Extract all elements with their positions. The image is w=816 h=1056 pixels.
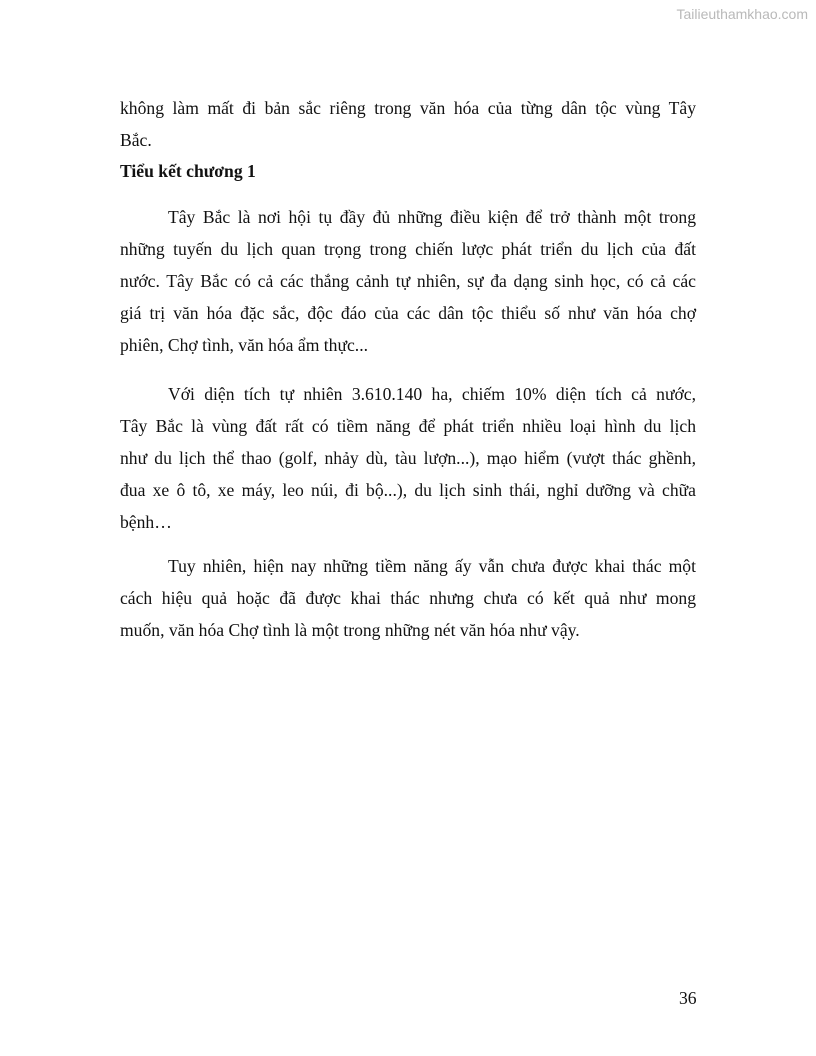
text-line: những tuyến du lịch quan trọng trong chiến lược phát triển du lịch của đất bbox=[120, 239, 696, 259]
text-line: Với diện tích tự nhiên 3.610.140 ha, chiếm 10% diện tích cả nước, bbox=[168, 384, 696, 404]
text-line: giá trị văn hóa đặc sắc, độc đáo của các dân tộc thiểu số như văn hóa chợ bbox=[120, 303, 696, 323]
watermark: Tailieuthamkhao.com bbox=[676, 6, 808, 22]
text-line: đua xe ô tô, xe máy, leo núi, đi bộ...), du lịch sinh thái, nghỉ dưỡng và chữa bbox=[120, 480, 696, 500]
page-number: 36 bbox=[679, 988, 697, 1008]
paragraph-2 bbox=[120, 378, 696, 538]
section-heading: Tiểu kết chương 1 bbox=[120, 161, 256, 181]
text-line: Tây Bắc là vùng đất rất có tiềm năng để phát triển nhiều loại hình du lịch bbox=[120, 416, 696, 436]
text-line: không làm mất đi bản sắc riêng trong văn hóa của từng dân tộc vùng Tây bbox=[120, 98, 696, 118]
text-line: Tuy nhiên, hiện nay những tiềm năng ấy vẫn chưa được khai thác một bbox=[168, 556, 696, 576]
text-line: bệnh… bbox=[120, 512, 172, 532]
text-line: muốn, văn hóa Chợ tình là một trong những nét văn hóa như vậy. bbox=[120, 620, 580, 640]
paragraph-1 bbox=[120, 201, 696, 361]
intro-paragraph bbox=[120, 92, 696, 156]
text-line: phiên, Chợ tình, văn hóa ẩm thực... bbox=[120, 335, 369, 355]
paragraph-3 bbox=[120, 550, 696, 646]
text-line: cách hiệu quả hoặc đã được khai thác nhưng chưa có kết quả như mong bbox=[120, 588, 696, 608]
text-line: Tây Bắc là nơi hội tụ đầy đủ những điều kiện để trở thành một trong bbox=[168, 207, 696, 227]
text-line: như du lịch thể thao (golf, nhảy dù, tàu lượn...), mạo hiểm (vượt thác ghềnh, bbox=[120, 448, 696, 468]
text-line: nước. Tây Bắc có cả các thắng cảnh tự nhiên, sự đa dạng sinh học, có cả các bbox=[120, 271, 696, 291]
text-line: Bắc. bbox=[120, 130, 152, 150]
